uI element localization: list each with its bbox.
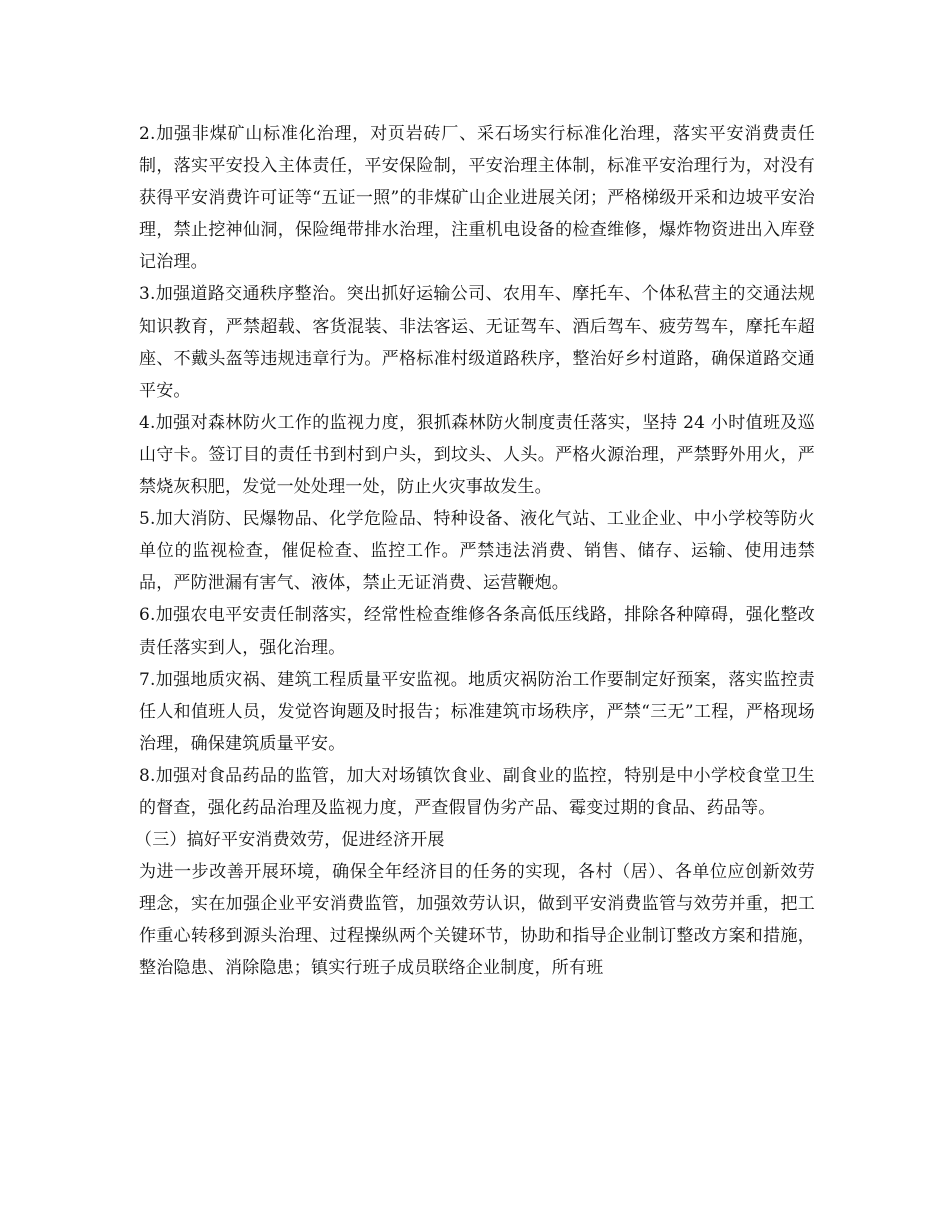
paragraph-item-5: 5.加大消防、民爆物品、化学危险品、特种设备、液化气站、工业企业、中小学校等防火单位的监视检查，催促检查、监控工作。严禁违法消费、销售、储存、运输、使用违禁品，严防泄漏有害气、液体，禁止无证消费、运营鞭炮。 [139,509,815,594]
paragraph-item-3: 3.加强道路交通秩序整治。突出抓好运输公司、农用车、摩托车、个体私营主的交通法规知识教育，严禁超载、客货混装、非法客运、无证驾车、酒后驾车、疲劳驾车，摩托车超座、不戴头盔等违规违章行为。严格标准村级道路秩序，整治好乡村道路，确保道路交通平安。 [139,284,815,401]
paragraph-item-6: 6.加强农电平安责任制落实，经常性检查维修各条高低压线路，排除各种障碍，强化整改责任落实到人，强化治理。 [139,605,815,658]
closing-paragraph: 为进一步改善开展环境，确保全年经济目的任务的实现，各村（居）、各单位应创新效劳理念，实在加强企业平安消费监管，加强效劳认识，做到平安消费监管与效劳并重，把工作重心转移到源头治理、过程操纵两个关键环节，协助和指导企业制订整改方案和措施，整治隐患、消除隐患；镇实行班子成员联络企业制度，所有班 [139,862,815,979]
document-body [135,118,815,985]
paragraph-item-7: 7.加强地质灾祸、建筑工程质量平安监视。地质灾祸防治工作要制定好预案，落实监控责任人和值班人员，发觉咨询题及时报告；标准建筑市场秩序，严禁“三无”工程，严格现场治理，确保建筑质量平安。 [139,669,815,754]
section-heading: （三）搞好平安消费效劳，促进经济开展 [135,830,445,851]
paragraph-item-2: 2.加强非煤矿山标准化治理，对页岩砖厂、采石场实行标准化治理，落实平安消费责任制，落实平安投入主体责任，平安保险制，平安治理主体制，标准平安治理行为，对没有获得平安消费许可证等“五证一照”的非煤矿山企业进展关闭；严格梯级开采和边坡平安治理，禁止挖神仙洞，保险绳带排水治理，注重机电设备的检查维修，爆炸物资进出入库登记治理。 [139,124,815,273]
paragraph-item-8: 8.加强对食品药品的监管，加大对场镇饮食业、副食业的监控，特别是中小学校食堂卫生的督查，强化药品治理及监视力度，严查假冒伪劣产品、霉变过期的食品、药品等。 [139,765,815,818]
paragraph-item-4: 4.加强对森林防火工作的监视力度，狠抓森林防火制度责任落实，坚持 24 小时值班及巡山守卡。签订目的责任书到村到户头，到坟头、人头。严格火源治理，严禁野外用火，严禁烧灰积肥，发觉一处处理一处，防止火灾事故发生。 [139,412,815,498]
